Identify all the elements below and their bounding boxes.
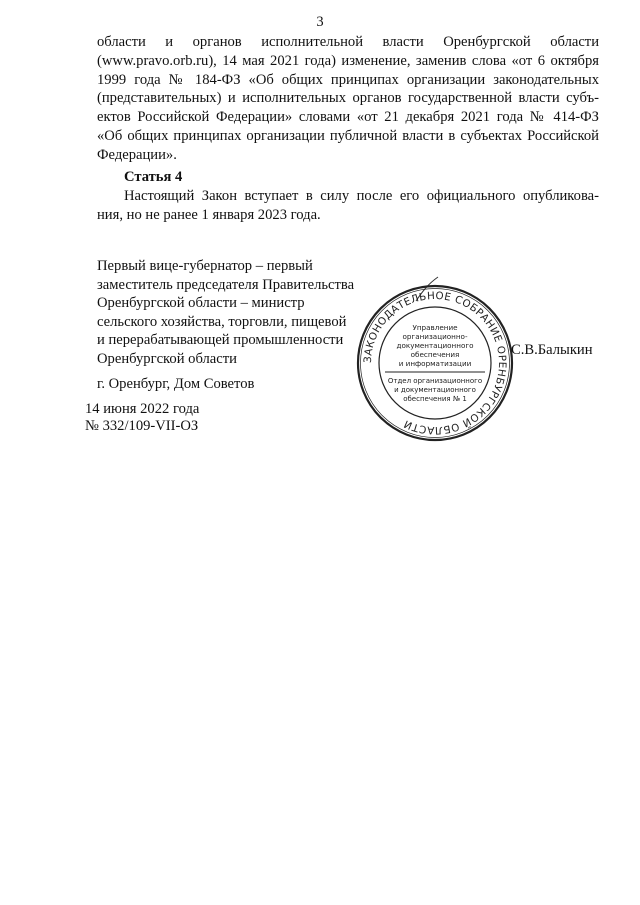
signer-position — [97, 257, 367, 368]
intro-line: ектов Российской Федерации» словами «от 21 декабря 2021 года № 414-ФЗ — [97, 109, 599, 126]
seal-inner-line: и документационного — [394, 386, 476, 394]
signer-line: и перерабатывающей промышленности — [97, 332, 344, 348]
article-line: ния, но не ранее 1 января 2023 года. — [97, 207, 321, 223]
signer-line: Первый вице-губернатор – первый — [97, 258, 313, 274]
intro-line: «Об общих принципах организации публичной власти в субъектах Российской — [97, 127, 599, 144]
signer-name: С.В.Балыкин — [511, 342, 593, 358]
seal-inner-line: Отдел организационного — [387, 377, 483, 385]
article-text — [97, 187, 599, 225]
page-number: 3 — [316, 14, 324, 30]
signer-line: Оренбургской области – министр — [97, 295, 305, 311]
seal-inner-line: Управление — [412, 323, 458, 332]
law-number: № 332/109-VII-ОЗ — [85, 418, 199, 434]
seal-outer-text: ЗАКОНОДАТЕЛЬНОЕ СОБРАНИЕ ОРЕНБУРГСКОЙ ОБЛАСТИ — [361, 289, 509, 437]
signer-line: заместитель председателя Правительства — [97, 276, 355, 293]
article-title: Статья 4 — [124, 169, 183, 185]
seal-inner-line: документационного — [396, 341, 474, 350]
intro-line: Федерации». — [97, 146, 177, 163]
intro-line: 1999 года № 184-ФЗ «Об общих принципах организации законодательных — [97, 71, 599, 88]
seal-inner-line: обеспечения — [410, 350, 460, 359]
signing-date: 14 июня 2022 года — [85, 401, 200, 417]
signer-line: Оренбургской области — [97, 350, 237, 367]
intro-line: области и органов исполнительной власти Оренбургской области — [97, 34, 599, 50]
intro-line: (www.pravo.orb.ru), 14 мая 2021 года) изменение, заменив слова «от 6 октября — [97, 52, 599, 69]
signer-line: сельского хозяйства, торговли, пищевой — [97, 313, 347, 330]
seal-inner-line: и информатизации — [398, 359, 472, 368]
seal-inner-line: обеспечения № 1 — [403, 395, 467, 403]
article-line: Настоящий Закон вступает в силу после его официального опубликова- — [124, 188, 599, 204]
intro-paragraph — [97, 33, 599, 165]
intro-line: (представительных) и исполнительных органов государственной власти субъ- — [97, 90, 599, 107]
official-seal — [355, 283, 515, 443]
seal-inner-line: организационно- — [402, 332, 468, 341]
signing-place: г. Оренбург, Дом Советов — [97, 376, 255, 392]
